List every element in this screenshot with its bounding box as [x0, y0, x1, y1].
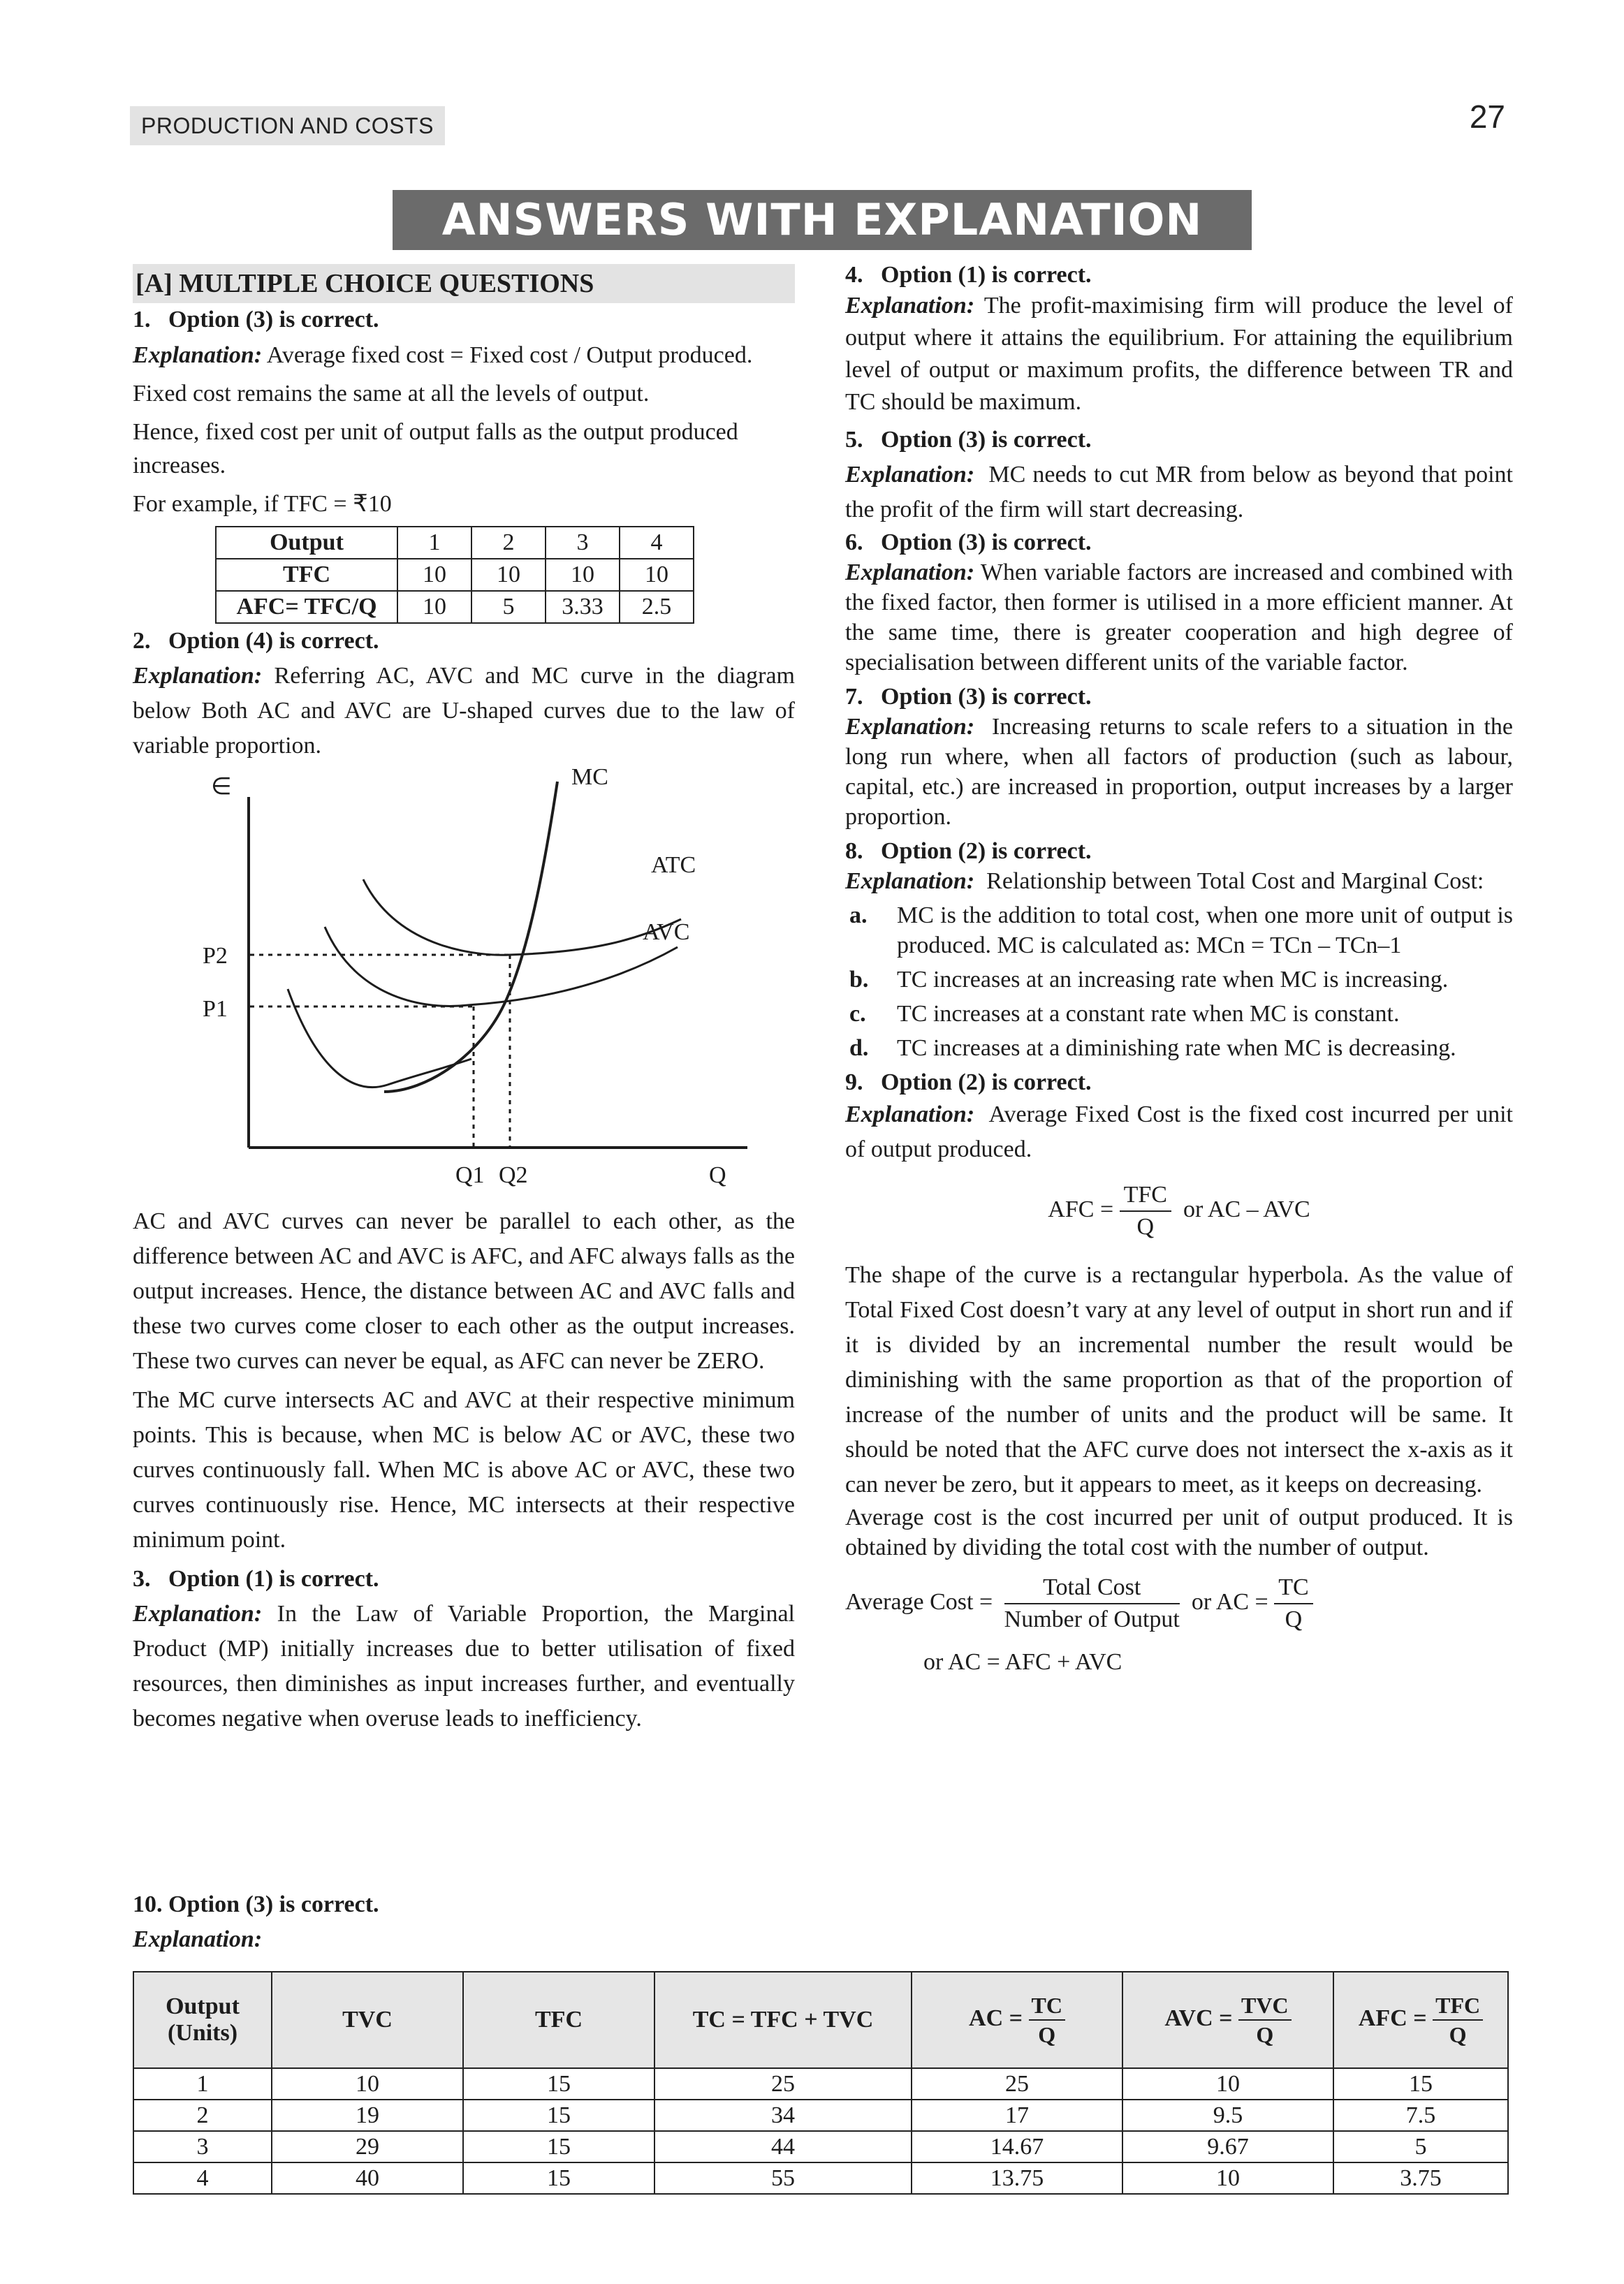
- table-cell: 55: [654, 2162, 912, 2194]
- p1-label: P1: [203, 996, 228, 1022]
- avc-curve: [325, 927, 678, 1006]
- q8-explanation: [845, 866, 1513, 896]
- q9-paragraph-2: Average cost is the cost incurred per unit of output produced. It is obtained by dividing the total cost with the number of output.: [845, 1505, 1513, 1560]
- table-cell: 40: [272, 2162, 463, 2194]
- table-cell: 10: [397, 559, 471, 591]
- table-cell: 2: [133, 2100, 272, 2131]
- answers-banner: ANSWERS WITH EXPLANATION: [393, 190, 1252, 250]
- p2-label: P2: [203, 943, 228, 969]
- table-cell: 19: [272, 2100, 463, 2131]
- avc-label: AVC: [643, 919, 690, 945]
- ac-sum-formula: or AC = AFC + AVC: [923, 1649, 1122, 1675]
- table-cell: 13.75: [912, 2162, 1122, 2194]
- section-title: [A] MULTIPLE CHOICE QUESTIONS: [133, 264, 795, 303]
- table-header-row: [133, 1972, 1508, 2068]
- list-item-text: MC is the addition to total cost, when one more unit of output is produced. MC is calculated as: MCn = TCn – TCn–1: [897, 902, 1513, 958]
- header-output-label: Output: [166, 1993, 240, 2019]
- numerator: TVC: [1238, 1991, 1292, 2021]
- table-cell: 17: [912, 2100, 1122, 2131]
- explanation-label: Explanation:: [845, 868, 975, 894]
- table-cell: 10: [471, 559, 546, 591]
- q3-explanation-text: In the Law of Variable Proportion, the Marginal Product (MP) initially increases due to better utilisation of fixed resources, then diminishes as input increases further, and eventually becomes negative when overuse leads to inefficiency.: [133, 1601, 795, 1732]
- afc-example-table: [215, 526, 694, 624]
- list-item-text: TC increases at an increasing rate when MC is increasing.: [897, 967, 1449, 993]
- table-cell: 4: [133, 2162, 272, 2194]
- table-cell: 15: [1333, 2068, 1508, 2100]
- explanation-label: Explanation:: [845, 559, 975, 585]
- list-item: [845, 965, 1513, 995]
- q6-heading: 6. Option (3) is correct.: [845, 529, 1092, 555]
- header-afc: [1333, 1972, 1508, 2068]
- q1-explanation: [133, 339, 795, 372]
- table-row-label: Output: [216, 527, 397, 559]
- table-row-label: AFC= TFC/Q: [216, 591, 397, 623]
- table-cell: 10: [272, 2068, 463, 2100]
- list-item-marker: b.: [849, 967, 869, 993]
- denominator: Q: [1285, 1606, 1303, 1632]
- table-cell: 3: [546, 527, 620, 559]
- q9-paragraph-1: The shape of the curve is a rectangular hyperbola. As the value of Total Fixed Cost doesn’t vary at any level of output in short run and if it is divided by an incremental number the result would be diminishing with the same proportion as that of the proportion of increase of the number of units and the product will be same. It should be noted that the AFC curve does not intersect the x-axis as it can never be zero, but it appears to meet, as it keeps on decreasing.: [845, 1262, 1513, 1498]
- table-cell: 9.67: [1122, 2131, 1333, 2162]
- table-cell: 10: [620, 559, 694, 591]
- table-cell: 4: [620, 527, 694, 559]
- table-cell: 3.33: [546, 591, 620, 623]
- q1-paragraph-3: For example, if TFC = ₹10: [133, 491, 392, 517]
- table-cell: 15: [463, 2131, 654, 2162]
- header-afc-lhs: AFC =: [1358, 2005, 1427, 2031]
- q3-heading: 3. Option (1) is correct.: [133, 1566, 379, 1592]
- explanation-label: Explanation:: [133, 1926, 263, 1952]
- table-cell: 15: [463, 2100, 654, 2131]
- table-cell: 15: [463, 2068, 654, 2100]
- mc-label: MC: [571, 769, 608, 790]
- denominator: Q: [1136, 1214, 1155, 1240]
- q8-heading: 8. Option (2) is correct.: [845, 838, 1092, 864]
- table-cell: 10: [546, 559, 620, 591]
- q3-explanation: [133, 1597, 795, 1736]
- table-cell: 14.67: [912, 2131, 1122, 2162]
- formula-lhs: Average Cost =: [845, 1588, 993, 1615]
- list-item-text: TC increases at a constant rate when MC is constant.: [897, 1001, 1400, 1027]
- average-cost-formula: [845, 1572, 1513, 1635]
- fraction: [1029, 1991, 1065, 2049]
- table-cell: 10: [1122, 2162, 1333, 2194]
- table-cell: 2.5: [620, 591, 694, 623]
- table-row: [133, 2162, 1508, 2194]
- denominator: Number of Output: [1004, 1606, 1180, 1632]
- numerator: TFC: [1433, 1991, 1483, 2021]
- q1-heading: 1. Option (3) is correct.: [133, 307, 379, 332]
- q5-explanation-text: MC needs to cut MR from below as beyond that point the profit of the firm will start decreasing.: [845, 462, 1513, 522]
- explanation-label: Explanation:: [845, 1101, 975, 1127]
- numerator: Total Cost: [1004, 1572, 1180, 1604]
- q10-block: [133, 1887, 1509, 1957]
- cost-curves-diagram: [133, 769, 795, 1188]
- table-cell: 5: [1333, 2131, 1508, 2162]
- q2-paragraph-1: AC and AVC curves can never be parallel to each other, as the difference between AC and AVC is AFC, and AFC always falls as the output increases. Hence, the distance between AC and AVC falls and these two curves come closer to each other as the output increases. These two curves can never be equal, as AFC can never be ZERO.: [133, 1208, 795, 1374]
- table-cell: 1: [397, 527, 471, 559]
- header-avc: [1122, 1972, 1333, 2068]
- q2-explanation-text: Referring AC, AVC and MC curve in the diagram below Both AC and AVC are U-shaped curves due to the law of variable proportion.: [133, 663, 795, 759]
- table-row: [216, 559, 694, 591]
- fraction: [1004, 1572, 1180, 1635]
- fraction: [1274, 1572, 1312, 1635]
- table-cell: 34: [654, 2100, 912, 2131]
- q1-paragraph-1: Fixed cost remains the same at all the levels of output.: [133, 381, 650, 407]
- q9-heading: 9. Option (2) is correct.: [845, 1069, 1092, 1095]
- afc-formula: [845, 1180, 1513, 1243]
- fraction: [1238, 1991, 1292, 2049]
- q2-paragraph-2: The MC curve intersects AC and AVC at their respective minimum points. This is because, when MC is below AC or AVC, these two curves continuously fall. When MC is above AC or AVC, these two curves continuously rise. Hence, MC intersects at their respective minimum point.: [133, 1387, 795, 1553]
- explanation-label: Explanation:: [133, 1601, 263, 1627]
- table-cell: 3.75: [1333, 2162, 1508, 2194]
- table-cell: 29: [272, 2131, 463, 2162]
- atc-curve: [363, 879, 681, 955]
- mc-curve: [384, 782, 557, 1092]
- list-item-marker: d.: [849, 1035, 869, 1061]
- fraction: [1433, 1991, 1483, 2049]
- q2-label: Q2: [499, 1162, 528, 1188]
- atc-label: ATC: [651, 852, 696, 878]
- header-output: [133, 1972, 272, 2068]
- right-column: [845, 260, 1513, 1680]
- list-item-text: TC increases at a diminishing rate when MC is decreasing.: [897, 1035, 1456, 1061]
- header-tvc: TVC: [272, 1972, 463, 2068]
- q4-explanation-text: The profit-maximising firm will produce the level of output where it attains the equilibrium. For attaining the equilibrium level of output or maximum profits, the difference between TR and TC should be maximum.: [845, 293, 1513, 415]
- table-cell: 15: [463, 2162, 654, 2194]
- header-tc: TC = TFC + TVC: [654, 1972, 912, 2068]
- denominator: Q: [1038, 2022, 1056, 2047]
- q4-heading: 4. Option (1) is correct.: [845, 262, 1092, 288]
- q7-explanation-text: Increasing returns to scale refers to a situation in the long run where, when all factors of production (such as labour, capital, etc.) are increased in proportion, output increases by a larger proportion.: [845, 714, 1513, 830]
- formula-rhs: or AC – AVC: [1183, 1196, 1310, 1222]
- numerator: TC: [1274, 1572, 1312, 1604]
- q5-explanation: [845, 457, 1513, 527]
- table-cell: 25: [912, 2068, 1122, 2100]
- table-cell: 10: [397, 591, 471, 623]
- explanation-label: Explanation:: [845, 714, 975, 740]
- list-item-marker: c.: [849, 1001, 866, 1027]
- table-cell: 2: [471, 527, 546, 559]
- table-row-label: TFC: [216, 559, 397, 591]
- left-column: [133, 264, 795, 1736]
- q8-explanation-text: Relationship between Total Cost and Marginal Cost:: [974, 868, 1484, 894]
- table-cell: 10: [1122, 2068, 1333, 2100]
- q1-label: Q1: [455, 1162, 485, 1188]
- table-row: [133, 2131, 1508, 2162]
- table-cell: 3: [133, 2131, 272, 2162]
- table-cell: 25: [654, 2068, 912, 2100]
- denominator: Q: [1449, 2022, 1467, 2047]
- table-cell: 1: [133, 2068, 272, 2100]
- header-ac-lhs: AC =: [969, 2005, 1023, 2031]
- q6-explanation: [845, 557, 1513, 678]
- q9-explanation: [845, 1097, 1513, 1167]
- q5-heading: 5. Option (3) is correct.: [845, 427, 1092, 453]
- q2-heading: 2. Option (4) is correct.: [133, 628, 379, 654]
- table-cell: 5: [471, 591, 546, 623]
- cost-table: [133, 1971, 1509, 2195]
- tc-mc-relationship-list: [845, 900, 1513, 1063]
- table-row: [216, 527, 694, 559]
- q10-heading: 10. Option (3) is correct.: [133, 1891, 379, 1917]
- table-row: [133, 2068, 1508, 2100]
- explanation-label: Explanation:: [845, 462, 975, 488]
- explanation-label: Explanation:: [133, 663, 263, 689]
- q4-explanation: [845, 290, 1513, 418]
- table-cell: 7.5: [1333, 2100, 1508, 2131]
- q7-heading: 7. Option (3) is correct.: [845, 684, 1092, 710]
- list-item: [845, 1033, 1513, 1063]
- header-tfc: TFC: [463, 1972, 654, 2068]
- fraction: [1120, 1180, 1171, 1243]
- page-number: 27: [1469, 98, 1505, 135]
- section-label: PRODUCTION AND COSTS: [130, 106, 445, 145]
- explanation-label: Explanation:: [133, 342, 263, 368]
- q1-explanation-text: Average fixed cost = Fixed cost / Output produced.: [262, 342, 753, 368]
- table-cell: 9.5: [1122, 2100, 1333, 2131]
- q6-explanation-text: When variable factors are increased and combined with the fixed factor, then former is utilised in a more efficient manner. At the same time, there is greater cooperation and high degree of specialisation between different units of the variable factor.: [845, 559, 1513, 675]
- table-row: [216, 591, 694, 623]
- table-cell: 44: [654, 2131, 912, 2162]
- header-ac: [912, 1972, 1122, 2068]
- table-row: [133, 2100, 1508, 2131]
- q7-explanation: [845, 712, 1513, 832]
- numerator: TC: [1029, 1991, 1065, 2021]
- formula-lhs: AFC =: [1048, 1196, 1114, 1222]
- list-item-marker: a.: [849, 902, 868, 928]
- explanation-label: Explanation:: [845, 293, 975, 319]
- q9-explanation-text: Average Fixed Cost is the fixed cost incurred per unit of output produced.: [845, 1101, 1513, 1162]
- list-item: [845, 999, 1513, 1029]
- formula-mid: or AC =: [1191, 1588, 1268, 1615]
- y-axis-symbol: ∈: [211, 774, 232, 800]
- header-output-units: (Units): [167, 2020, 238, 2046]
- numerator: TFC: [1120, 1180, 1171, 1212]
- denominator: Q: [1256, 2022, 1274, 2047]
- header-avc-lhs: AVC =: [1164, 2005, 1233, 2031]
- x-axis-label: Q: [709, 1162, 726, 1188]
- q1-paragraph-2: Hence, fixed cost per unit of output falls as the output produced increases.: [133, 419, 738, 478]
- q2-explanation: [133, 659, 795, 763]
- list-item: [845, 900, 1513, 960]
